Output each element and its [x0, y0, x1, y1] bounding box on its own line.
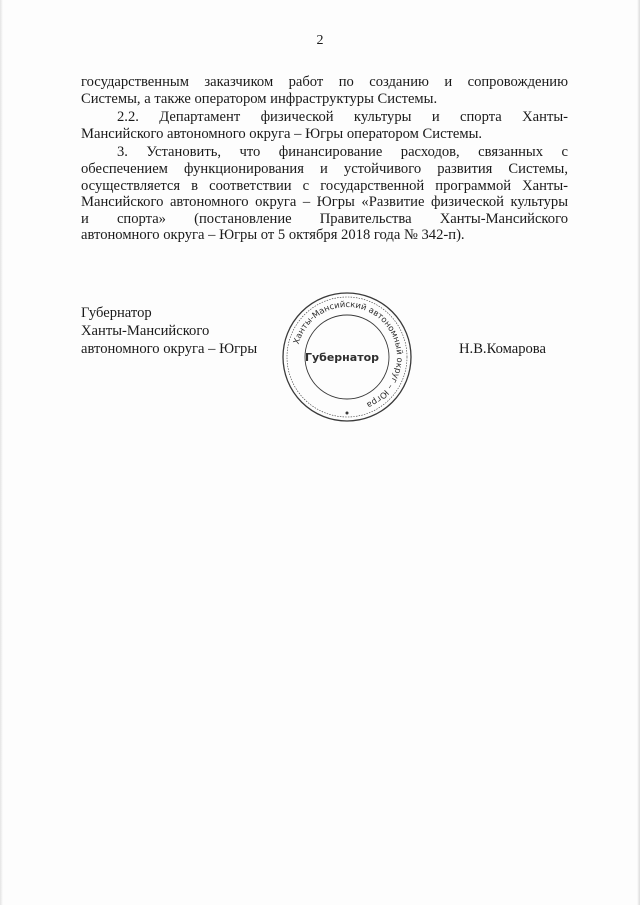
seal-center-text: Губернатор	[304, 351, 380, 364]
page-number: 2	[316, 33, 324, 48]
signatory-position-line-1: Губернатор	[81, 305, 152, 321]
paragraph-1-line-1: государственным заказчиком работ по созданию и сопровождению	[81, 74, 568, 90]
paragraph-3-line-1: 3. Установить, что финансирование расходов, связанных с	[117, 144, 568, 161]
paragraph-3-line-3: осуществляется в соответствии с государственной программой Ханты-	[81, 177, 568, 194]
signatory-position	[81, 304, 257, 358]
official-seal	[280, 290, 414, 424]
body-text	[81, 74, 568, 244]
page-edge-left	[0, 0, 3, 905]
paragraph-3-line-6: автономного округа – Югры от 5 октября 2018 года № 342-п).	[81, 227, 465, 244]
paragraph-1-line-2: Системы, а также оператором инфраструктуры Системы.	[81, 90, 438, 107]
signatory-position-line-2: Ханты-Мансийского	[81, 323, 210, 339]
paragraph-2-line-2: Мансийского автономного округа – Югры оператором Системы.	[81, 125, 483, 142]
seal-star-mark	[346, 412, 349, 415]
paragraph-3-line-4: Мансийского автономного округа – Югры «Развитие физической культуры	[81, 194, 568, 211]
paragraph-3-line-2: обеспечением функционирования и устойчивого развития Системы,	[81, 160, 568, 177]
signatory-position-line-3: автономного округа – Югры	[81, 341, 258, 357]
signatory-name: Н.В.Комарова	[459, 341, 546, 357]
seal-ring-text: Ханты-Мансийский автономный округ – Югра	[290, 298, 406, 411]
paragraph-2-line-1: 2.2. Департамент физической культуры и спорта Ханты-	[117, 109, 568, 126]
paragraph-3-line-5: и спорта» (постановление Правительства Ханты-Мансийского	[81, 210, 568, 227]
